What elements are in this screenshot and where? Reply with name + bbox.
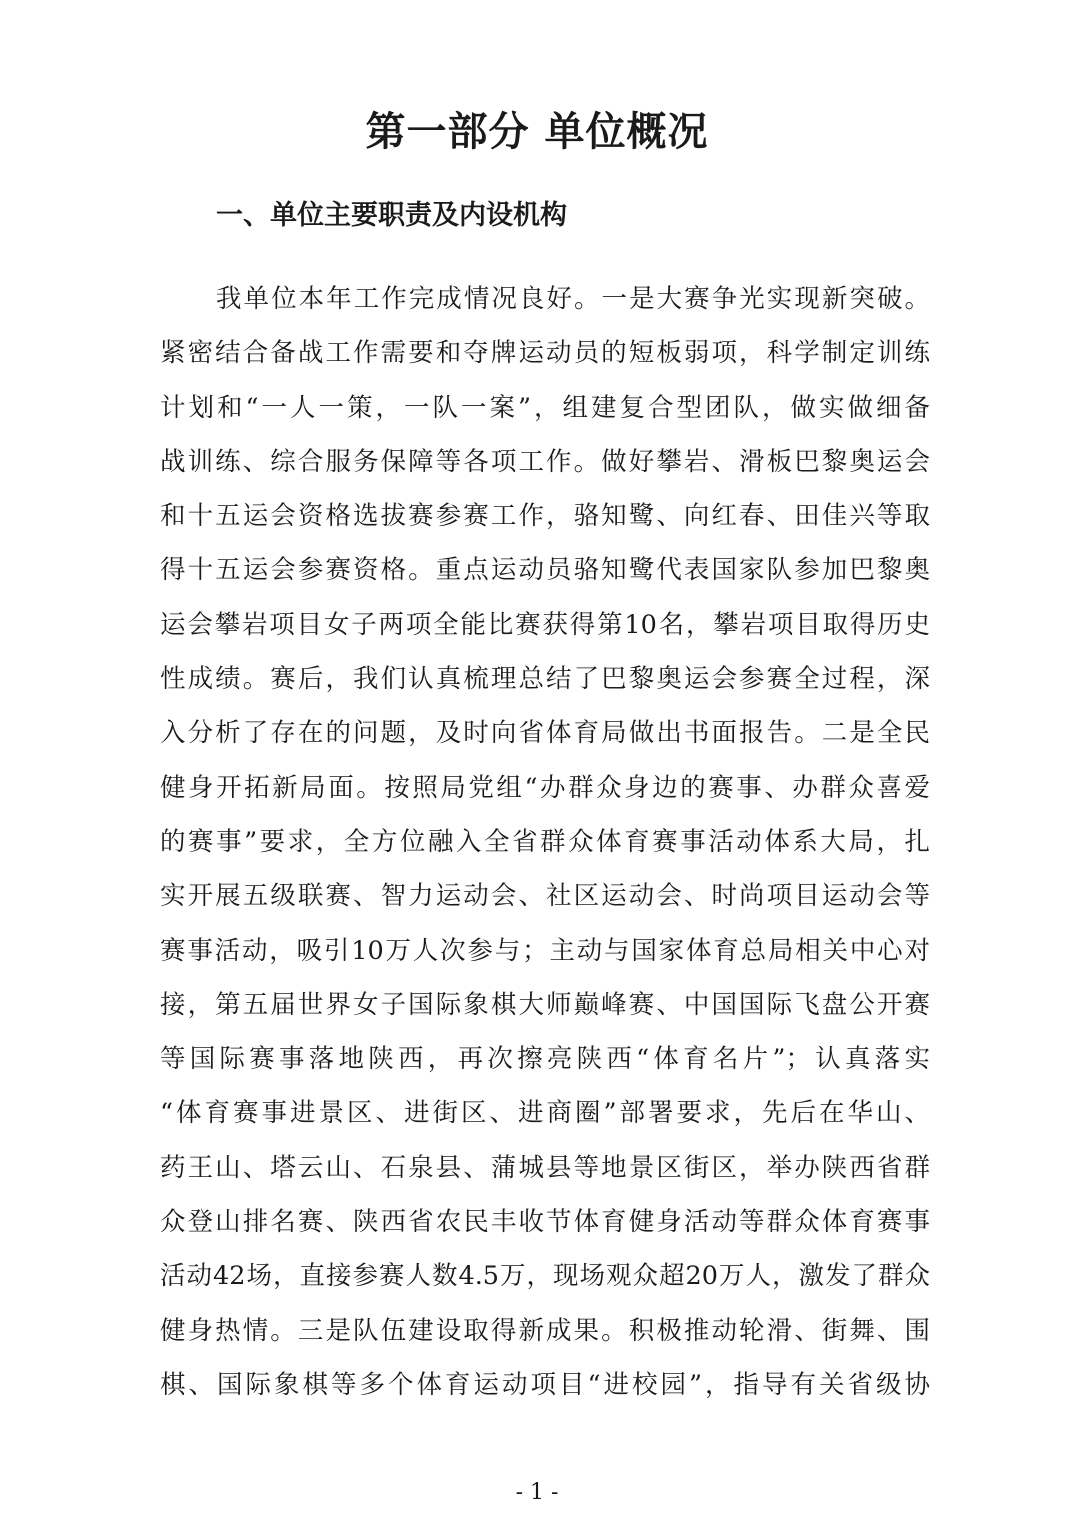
body-line: 接，第五届世界女子国际象棋大师巅峰赛、中国国际飞盘公开赛 <box>160 989 930 1020</box>
body-line: 赛事活动，吸引10万人次参与；主动与国家体育总局相关中心对 <box>160 935 930 966</box>
body-line: 药王山、塔云山、石泉县、蒲城县等地景区街区，举办陕西省群 <box>160 1152 930 1183</box>
section-heading: 一、单位主要职责及内设机构 <box>216 200 567 231</box>
body-line: “体育赛事进景区、进街区、进商圈”部署要求，先后在华山、 <box>160 1098 930 1129</box>
body-line: 性成绩。赛后，我们认真梳理总结了巴黎奥运会参赛全过程，深 <box>160 664 930 695</box>
body-line: 等国际赛事落地陕西，再次擦亮陕西“体育名片”；认真落实 <box>160 1044 930 1075</box>
body-line: 健身热情。三是队伍建设取得新成果。积极推动轮滑、街舞、围 <box>160 1315 930 1346</box>
body-line: 入分析了存在的问题，及时向省体育局做出书面报告。二是全民 <box>160 718 930 749</box>
body-line: 得十五运会参赛资格。重点运动员骆知鹭代表国家队参加巴黎奥 <box>160 555 930 586</box>
body-line: 计划和“一人一策，一队一案”，组建复合型团队，做实做细备 <box>160 392 930 423</box>
body-paragraph <box>160 272 930 1412</box>
body-line: 活动42场，直接参赛人数4.5万，现场观众超20万人，激发了群众 <box>160 1261 930 1292</box>
page-number: - 1 - <box>515 1480 559 1505</box>
body-line: 紧密结合备战工作需要和夺牌运动员的短板弱项，科学制定训练 <box>160 338 930 369</box>
page-title: 第一部分 单位概况 <box>365 108 709 155</box>
body-line: 棋、国际象棋等多个体育运动项目“进校园”，指导有关省级协 <box>160 1369 930 1400</box>
body-line: 战训练、综合服务保障等各项工作。做好攀岩、滑板巴黎奥运会 <box>160 446 930 477</box>
body-line: 健身开拓新局面。按照局党组“办群众身边的赛事、办群众喜爱 <box>160 772 930 803</box>
body-line: 我单位本年工作完成情况良好。一是大赛争光实现新突破。 <box>216 284 930 314</box>
body-line: 的赛事”要求，全方位融入全省群众体育赛事活动体系大局，扎 <box>160 826 930 857</box>
body-line: 众登山排名赛、陕西省农民丰收节体育健身活动等群众体育赛事 <box>160 1207 930 1238</box>
body-line: 实开展五级联赛、智力运动会、社区运动会、时尚项目运动会等 <box>160 881 930 912</box>
body-line: 和十五运会资格选拔赛参赛工作，骆知鹭、向红春、田佳兴等取 <box>160 501 930 532</box>
body-line: 运会攀岩项目女子两项全能比赛获得第10名，攀岩项目取得历史 <box>160 609 930 640</box>
